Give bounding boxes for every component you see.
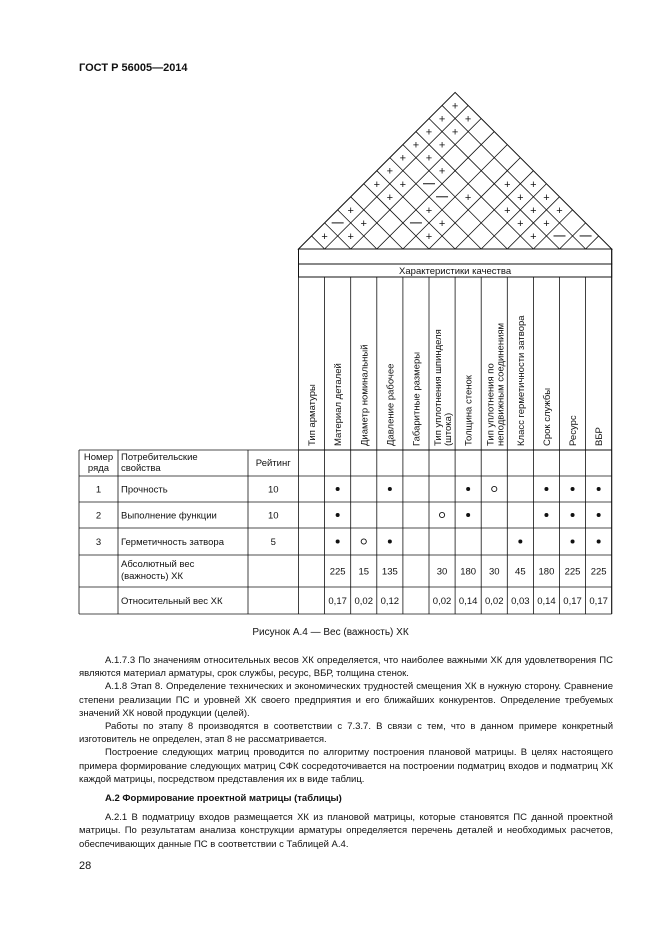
section-heading: А.2 Формирование проектной матрицы (таблицы)	[105, 793, 342, 805]
consumer-properties-header: свойства	[121, 463, 161, 474]
relative-weight-value: 0,14	[537, 596, 556, 607]
document-header: ГОСТ Р 56005—2014	[79, 62, 188, 74]
roof-lattice-line	[325, 105, 472, 249]
roof-lattice-line	[416, 132, 533, 249]
characteristic-label: Габаритные размеры	[411, 351, 423, 446]
relationship-medium-circle	[361, 539, 366, 544]
row-number: 3	[95, 537, 102, 548]
relative-weight-value: 0,17	[563, 596, 582, 607]
roof-correlation-plus: +	[425, 230, 433, 243]
roof-correlation-plus: +	[464, 113, 472, 126]
relationship-strong-dot	[544, 487, 548, 491]
row-number-header: ряда	[87, 463, 110, 474]
relative-weight-value: 0,03	[511, 596, 530, 607]
relative-weight-value: 0,02	[432, 596, 452, 607]
relationship-strong-dot	[597, 513, 601, 517]
roof-correlation-plus: +	[530, 230, 537, 243]
roof-correlation-plus: +	[517, 217, 524, 230]
rating-value: 10	[267, 484, 279, 496]
characteristic-label: ВБР	[594, 427, 606, 446]
roof-correlation-plus: +	[438, 139, 446, 152]
consumer-property-name: Прочность	[121, 484, 168, 496]
relationship-strong-dot	[571, 513, 575, 517]
roof-correlation-plus: +	[451, 126, 459, 139]
roof-correlation-plus: +	[438, 113, 446, 126]
relationship-strong-dot	[388, 487, 392, 491]
row-number-header: Номер	[83, 452, 114, 463]
roof-correlation-plus: +	[360, 217, 367, 230]
row-number: 2	[95, 510, 102, 522]
roof-lattice-line	[533, 210, 572, 249]
figure-caption: Рисунок А.4 — Вес (важность) ХК	[252, 627, 409, 638]
absolute-weight-value: 180	[460, 566, 477, 578]
relationship-strong-dot	[518, 540, 522, 544]
relative-weight-value: 0,12	[380, 596, 400, 607]
relationship-strong-dot	[336, 487, 340, 491]
consumer-property-name: Выполнение функции	[121, 510, 217, 522]
relationship-strong-dot	[336, 513, 340, 517]
characteristic-label: Тип арматуры	[307, 384, 319, 446]
roof-correlation-plus: +	[543, 191, 550, 204]
relationship-strong-dot	[336, 540, 340, 544]
relationship-strong-dot	[388, 540, 392, 544]
relative-weight-value: 0,02	[485, 596, 504, 607]
roof-correlation-plus: +	[321, 230, 328, 243]
roof-correlation-plus: +	[504, 204, 511, 217]
roof-lattice-line	[586, 236, 599, 249]
relationship-strong-dot	[466, 487, 470, 491]
relative-weight-value: 0,17	[589, 596, 608, 607]
characteristic-label: Тип уплотнения по	[485, 363, 497, 446]
relative-weight-label: Относительный вес ХК	[121, 596, 223, 607]
roof-lattice-line	[442, 105, 586, 249]
absolute-weight-value: 225	[329, 566, 346, 578]
header-spacer-band	[299, 249, 612, 264]
roof-correlation-plus: +	[438, 165, 446, 178]
roof-correlation-plus: +	[425, 204, 433, 217]
relationship-strong-dot	[466, 513, 470, 517]
characteristic-label: Материал деталей	[333, 363, 345, 446]
relative-weight-value: 0,02	[354, 596, 373, 607]
characteristic-label: Давление рабочее	[385, 363, 397, 446]
roof-correlation-plus: +	[517, 191, 524, 204]
relationship-strong-dot	[597, 487, 601, 491]
absolute-weight-label: Абсолютный вес	[121, 559, 195, 570]
roof-correlation-plus: +	[386, 165, 394, 178]
relationship-strong-dot	[597, 540, 601, 544]
absolute-weight-value: 15	[358, 566, 370, 578]
roof-correlation-plus: +	[399, 178, 407, 191]
absolute-weight-value: 135	[381, 566, 398, 578]
roof-correlation-plus: +	[464, 191, 472, 204]
relationship-medium-circle	[439, 512, 444, 517]
absolute-weight-value: 45	[515, 566, 526, 578]
rating-value: 5	[270, 537, 276, 548]
characteristic-label: (штока)	[443, 412, 455, 446]
rating-header: Рейтинг	[255, 458, 291, 469]
paragraph: Построение следующих матриц проводится по алгоритму построения плановой матрицы. В целях настоящего примера формирование следующих матриц СФК сосредоточивается на построении подматриц входов и подматриц ХК каждой матрицы, посредством представления их в виде таблиц.	[79, 747, 613, 785]
rating-value: 10	[267, 510, 279, 522]
row-number: 1	[95, 484, 102, 496]
roof-correlation-plus: +	[425, 152, 433, 165]
paragraph: А.1.7.3 По значениям относительных весов ХК определяется, что наиболее важными ХК для удовлетворения ПС являются материал арматуры, срок службы, ресурс, ВБР, толщина стенок.	[79, 655, 613, 680]
relative-weight-value: 0,14	[458, 596, 478, 607]
relative-weight-value: 0,17	[328, 596, 347, 607]
roof-correlation-plus: +	[412, 139, 420, 152]
relationship-strong-dot	[544, 513, 548, 517]
roof-lattice-line	[364, 184, 429, 249]
absolute-weight-value: 225	[564, 566, 581, 578]
paragraph: А.2.1 В подматрицу входов размещается ХК из плановой матрицы, которые становятся ПС данной проектной матрицы. По результатам анализа конструкции арматуры определяется перечень деталей и необходимых расчетов, обеспечивающих данные ПС в соответствии с Таблицей А.4.	[79, 812, 613, 850]
roof-lattice-line	[377, 132, 494, 249]
characteristic-label: Диаметр номинальный	[359, 344, 371, 446]
absolute-weight-value: 180	[538, 566, 555, 578]
consumer-property-name: Герметичность затвора	[121, 537, 224, 548]
characteristic-label: Тип уплотнения шпинделя	[433, 329, 445, 446]
characteristic-label: Срок службы	[541, 387, 553, 446]
roof-correlation-plus: +	[373, 178, 381, 191]
absolute-weight-label: (важность) ХК	[121, 571, 183, 582]
roof-lattice-line	[338, 210, 377, 249]
roof-correlation-plus: +	[504, 178, 511, 191]
roof-correlation-plus: +	[556, 204, 563, 217]
relationship-strong-dot	[571, 487, 575, 491]
roof-correlation-plus: +	[530, 178, 537, 191]
roof-correlation-plus: +	[438, 217, 446, 230]
quality-characteristics-title: Характеристики качества	[399, 266, 512, 277]
body-text	[79, 654, 613, 851]
characteristic-label: Класс герметичности затвора	[515, 315, 527, 446]
roof-correlation-plus: +	[530, 204, 537, 217]
characteristic-label: неподвижным соединениям	[495, 322, 507, 446]
characteristic-label: Толщина стенок	[463, 375, 475, 446]
paragraph: Работы по этапу 8 производятся в соответствии с 7.3.7. В связи с тем, что в данном примере конкретный изготовитель не определен, этап 8 не рассматривается.	[79, 721, 613, 746]
relationship-medium-circle	[492, 486, 497, 491]
consumer-properties-header: Потребительские	[121, 452, 198, 463]
roof-correlation-plus: +	[425, 126, 433, 139]
roof-correlation-plus: +	[347, 204, 354, 217]
absolute-weight-value: 30	[488, 566, 500, 578]
characteristic-label: Ресурс	[568, 415, 580, 446]
roof-correlation-plus: +	[543, 217, 550, 230]
roof-correlation-plus: +	[451, 100, 459, 113]
absolute-weight-value: 225	[590, 566, 607, 578]
roof-correlation-plus: +	[347, 230, 354, 243]
absolute-weight-value: 30	[436, 566, 448, 578]
roof-lattice-line	[481, 184, 546, 249]
page-number: 28	[79, 860, 92, 872]
roof-correlation-plus: +	[399, 152, 407, 165]
roof-correlation-plus: +	[386, 191, 394, 204]
paragraph: А.1.8 Этап 8. Определение технических и экономических трудностей смещения ХК в нужную сторону. Сравнение степени реализации ПС и уровней ХК своего предприятия и его ближайших конкурентов. Определение требуемых значений ХК новой продукции (целей).	[79, 681, 613, 719]
relationship-strong-dot	[571, 540, 575, 544]
